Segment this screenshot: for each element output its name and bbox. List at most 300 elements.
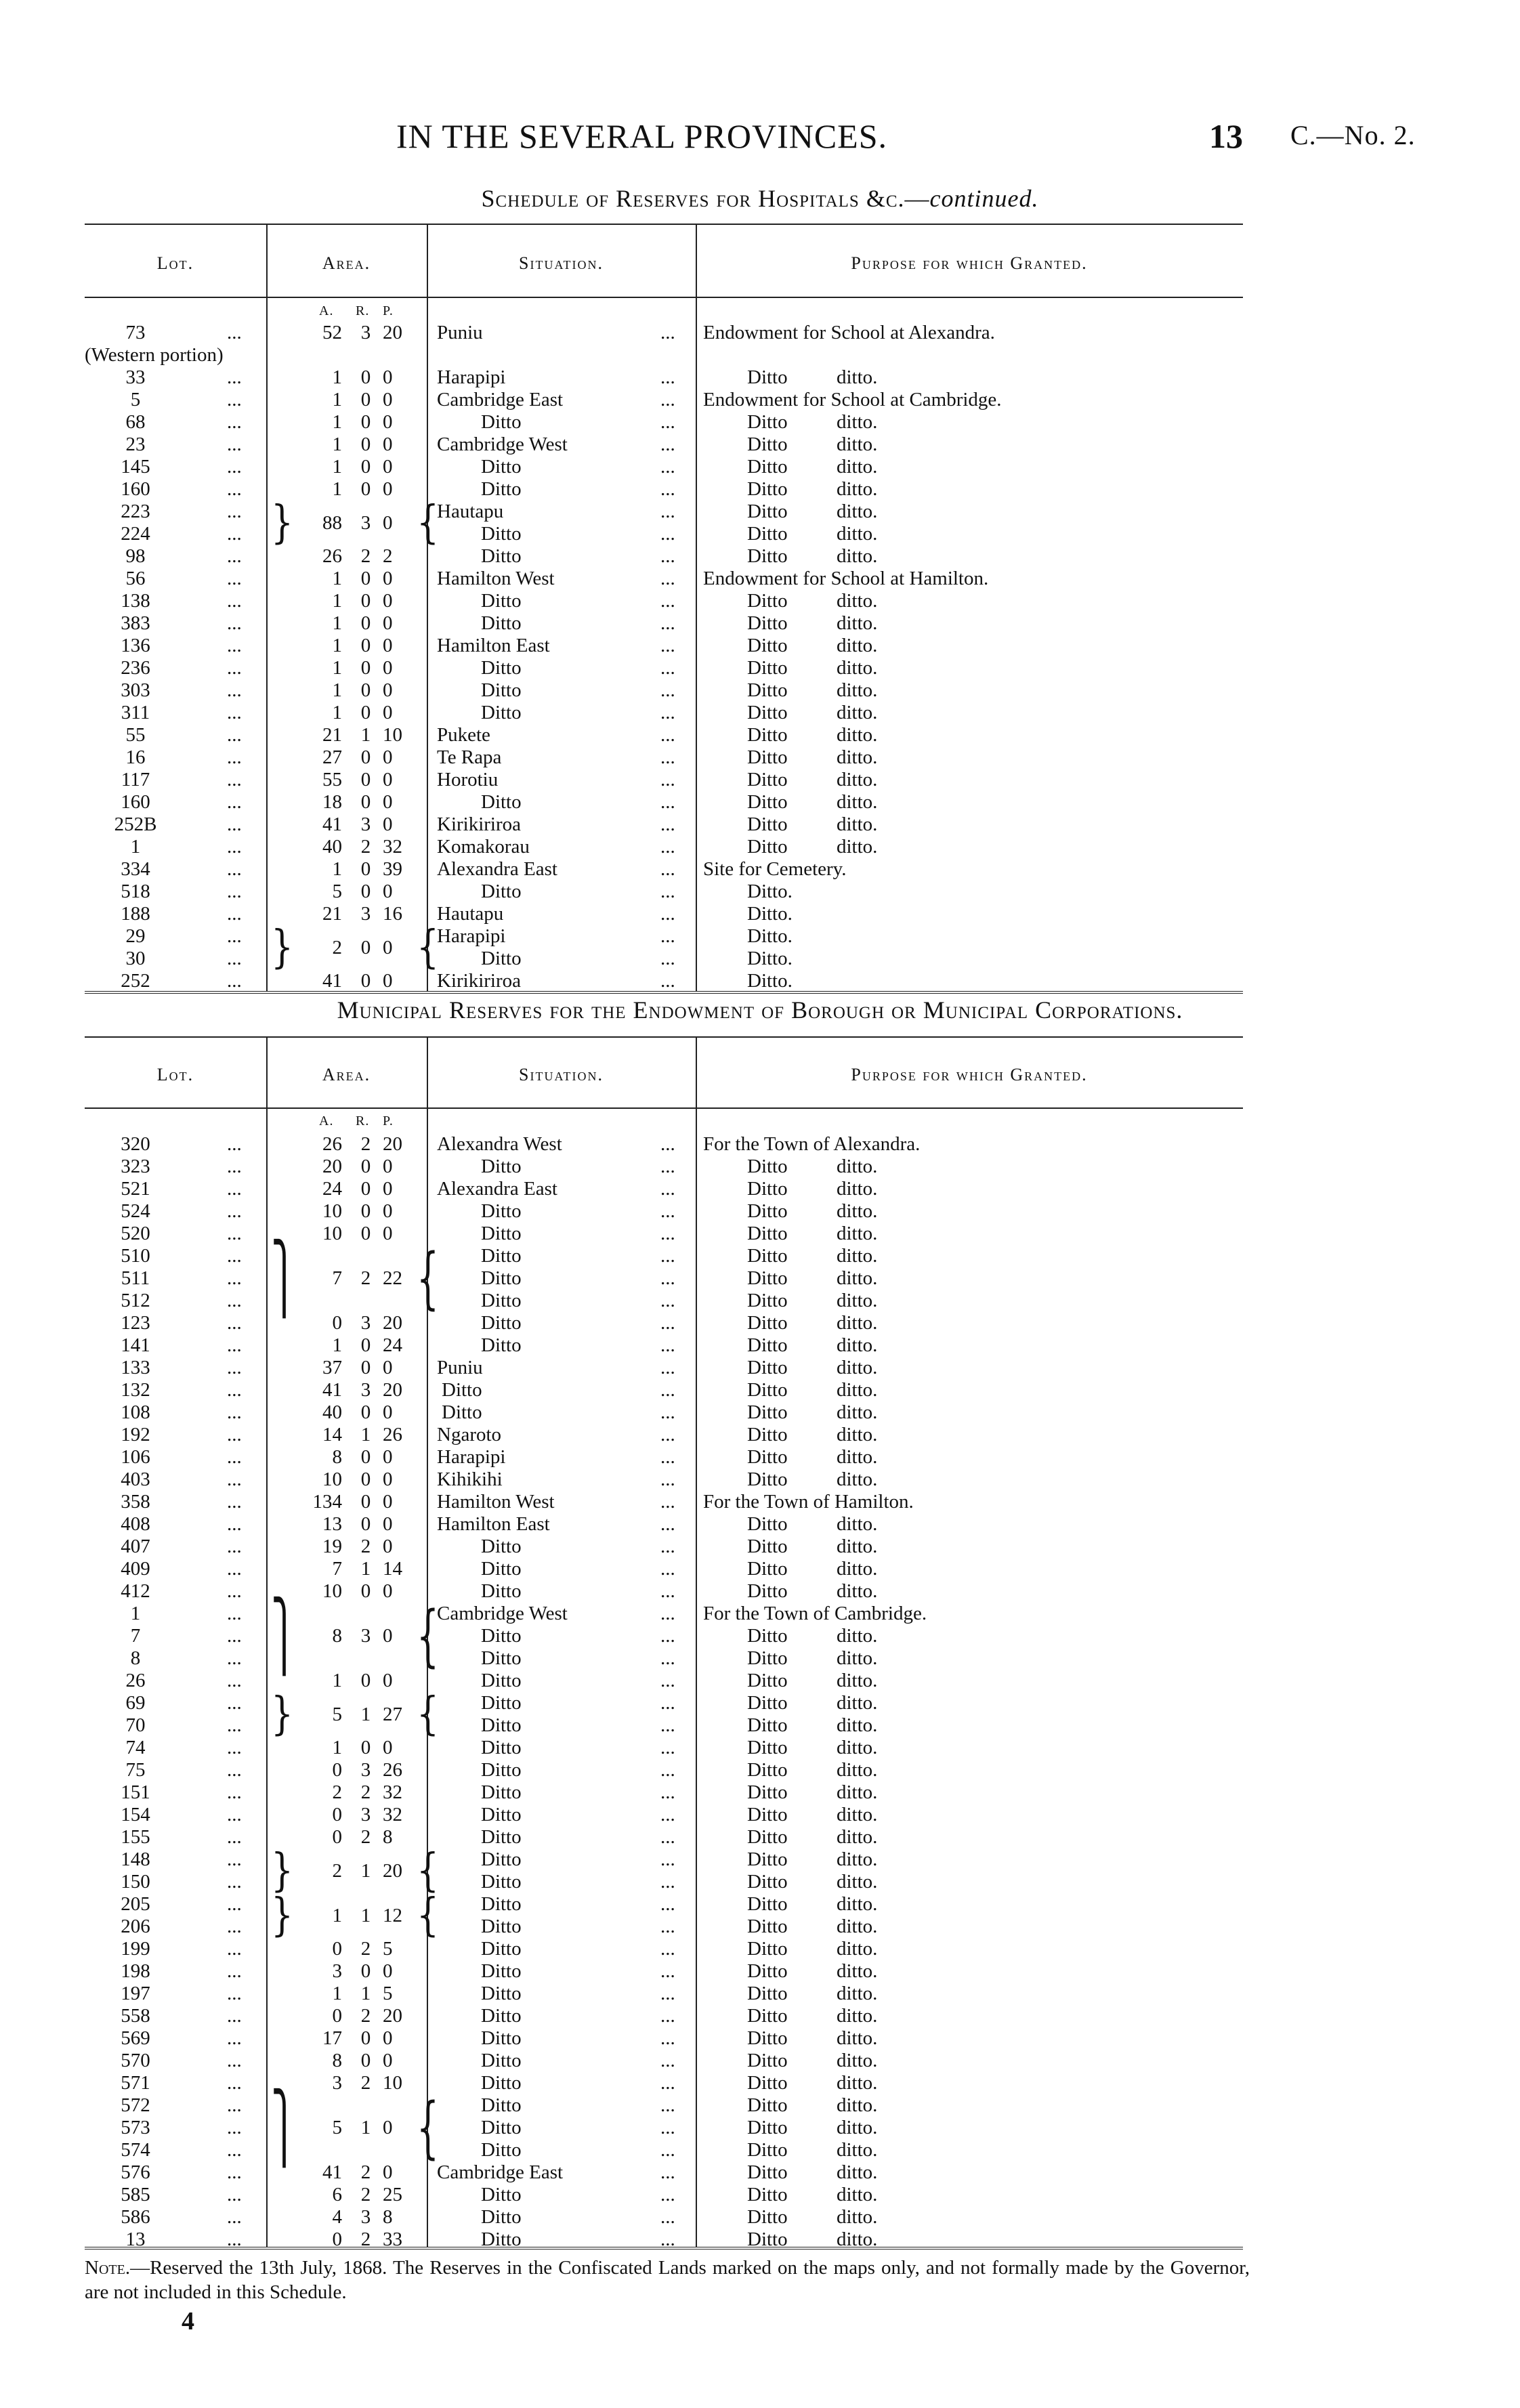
leader-dots: ... <box>227 590 242 612</box>
purpose-cell: Ditto <box>747 836 788 858</box>
area-roods: 0 <box>360 970 371 992</box>
purpose-ditto-cell: ditto. <box>837 746 878 768</box>
area-acres: 0 <box>332 1826 342 1848</box>
area-perches: 0 <box>383 970 393 992</box>
area-perches: 0 <box>383 511 393 534</box>
purpose-ditto-cell: ditto. <box>837 1849 878 1870</box>
note-text: —Reserved the 13th July, 1868. The Reserves in the Confiscated Lands marked on the maps only, and not formally made by the Governor, are not included in this Schedule. <box>85 2257 1250 2303</box>
situation-cell: Ditto <box>481 1714 522 1736</box>
area-perches: 12 <box>383 1904 402 1926</box>
area-perches: 27 <box>383 1703 402 1725</box>
situation-cell: Hamilton East <box>437 1513 550 1535</box>
situation-cell: Harapipi <box>437 925 506 947</box>
leader-dots: ... <box>660 322 675 343</box>
lot-number: 311 <box>121 702 150 723</box>
table-row <box>85 1603 1243 1625</box>
area-acres: 0 <box>332 1938 342 1960</box>
purpose-cell: Ditto <box>747 523 788 545</box>
area-roods: 0 <box>360 1513 371 1535</box>
purpose-ditto-cell: ditto. <box>837 1536 878 1557</box>
purpose-cell: Ditto <box>747 1893 788 1915</box>
area-perches: 26 <box>383 1424 402 1445</box>
leader-dots: ... <box>227 1200 242 1222</box>
area-perches: 0 <box>383 568 393 589</box>
area-acres: 26 <box>322 1133 342 1155</box>
paper-code: C.—No. 2. <box>1290 120 1416 150</box>
area-acres: 10 <box>322 1223 342 1244</box>
situation-cell: Ditto <box>481 881 522 902</box>
area-perches: 0 <box>383 590 393 612</box>
area-roods: 1 <box>360 1983 371 2004</box>
situation-cell: Harapipi <box>437 1446 506 1468</box>
purpose-cell: Ditto <box>747 612 788 634</box>
leader-dots: ... <box>660 746 675 768</box>
leader-dots: ... <box>227 1290 242 1311</box>
area-perches: 0 <box>383 434 393 455</box>
leader-dots: ... <box>660 970 675 992</box>
leader-dots: ... <box>660 2206 675 2228</box>
leader-dots: ... <box>660 1849 675 1870</box>
leader-dots: ... <box>227 1625 242 1647</box>
area-perches: 20 <box>383 1133 402 1155</box>
area-acres: 41 <box>322 814 342 835</box>
situation-cell: Ditto <box>481 1156 522 1177</box>
lot-number: 123 <box>121 1312 150 1334</box>
brace-right: { <box>417 1889 440 1942</box>
area-roods: 0 <box>360 1223 371 1244</box>
table-row <box>85 478 1243 501</box>
table-row <box>85 411 1243 434</box>
purpose-ditto-cell: ditto. <box>837 1647 878 1669</box>
area-perches: 10 <box>383 724 402 746</box>
leader-dots: ... <box>227 1580 242 1602</box>
unit-acres: A. <box>319 1114 334 1128</box>
area-acres: 2 <box>332 936 342 958</box>
unit-perches: P. <box>383 303 394 318</box>
area-perches: 0 <box>383 2050 393 2071</box>
brace-left: } <box>271 1889 294 1942</box>
situation-cell: Ditto <box>481 702 522 723</box>
leader-dots: ... <box>660 2139 675 2161</box>
purpose-ditto-cell: ditto. <box>837 1178 878 1200</box>
lot-number: 569 <box>121 2027 150 2049</box>
situation-cell: Ditto <box>481 2027 522 2049</box>
table-row <box>85 1469 1243 1491</box>
leader-dots: ... <box>227 948 242 969</box>
area-perches: 0 <box>383 679 393 701</box>
brace-left: } <box>271 1688 294 1741</box>
situation-cell: Harapipi <box>437 366 506 388</box>
purpose-ditto-cell: ditto. <box>837 1424 878 1445</box>
table-row <box>85 1491 1243 1513</box>
lot-number: 150 <box>121 1871 150 1893</box>
situation-cell: Ditto <box>481 545 522 567</box>
leader-dots: ... <box>660 1469 675 1490</box>
area-perches: 25 <box>383 2184 402 2205</box>
leader-dots: ... <box>227 1871 242 1893</box>
area-roods: 1 <box>360 1424 371 1445</box>
area-roods: 1 <box>360 1703 371 1725</box>
area-roods: 0 <box>360 746 371 768</box>
area-perches: 24 <box>383 1334 402 1356</box>
table-row <box>85 1536 1243 1558</box>
situation-cell: Ditto <box>481 1983 522 2004</box>
lot-number: 571 <box>121 2072 150 2094</box>
table-rule-top <box>85 224 1243 225</box>
area-acres: 134 <box>312 1491 342 1513</box>
table-row <box>85 858 1243 881</box>
table-row <box>85 1401 1243 1424</box>
lot-number: 198 <box>121 1960 150 1982</box>
page-title: IN THE SEVERAL PROVINCES. <box>396 117 888 155</box>
leader-dots: ... <box>227 1826 242 1848</box>
leader-dots: ... <box>660 501 675 522</box>
lot-number: 574 <box>121 2139 150 2161</box>
leader-dots: ... <box>660 1983 675 2004</box>
purpose-ditto-cell: ditto. <box>837 456 878 478</box>
leader-dots: ... <box>227 2139 242 2161</box>
table-row <box>85 1938 1243 1960</box>
situation-cell: Ditto <box>481 2229 522 2250</box>
leader-dots: ... <box>660 456 675 478</box>
leader-dots: ... <box>227 814 242 835</box>
table-row <box>85 1781 1243 1804</box>
lot-number: 148 <box>121 1849 150 1870</box>
table-row <box>85 1290 1243 1312</box>
purpose-ditto-cell: ditto. <box>837 612 878 634</box>
area-roods: 3 <box>360 814 371 835</box>
lot-number: 252 <box>121 970 150 992</box>
situation-cell: Ditto <box>481 2094 522 2116</box>
brace-left: ⎫ <box>271 1240 297 1317</box>
purpose-cell: Ditto <box>747 1826 788 1848</box>
leader-dots: ... <box>660 1446 675 1468</box>
purpose-cell: Site for Cemetery. <box>703 858 847 880</box>
table-row <box>85 2139 1243 2161</box>
purpose-cell: Ditto <box>747 1714 788 1736</box>
lot-number: 334 <box>121 858 150 880</box>
lot-number: 98 <box>125 545 146 567</box>
area-roods: 0 <box>360 1491 371 1513</box>
purpose-cell: Endowment for School at Hamilton. <box>703 568 989 589</box>
purpose-cell: For the Town of Alexandra. <box>703 1133 921 1155</box>
area-perches: 0 <box>383 1178 393 1200</box>
purpose-cell: Ditto <box>747 2229 788 2250</box>
area-roods: 2 <box>360 1781 371 1803</box>
situation-cell: Ditto <box>481 679 522 701</box>
area-acres: 1 <box>332 702 342 723</box>
area-roods: 0 <box>360 936 371 958</box>
situation-cell: Ditto <box>481 1290 522 1311</box>
purpose-ditto-cell: ditto. <box>837 2139 878 2161</box>
table-row <box>85 1446 1243 1469</box>
purpose-cell: Ditto <box>747 501 788 522</box>
area-roods: 0 <box>360 2050 371 2071</box>
area-perches: 10 <box>383 2072 402 2094</box>
grouped-area <box>85 1860 1243 1882</box>
purpose-cell: Ditto. <box>747 903 793 925</box>
purpose-ditto-cell: ditto. <box>837 1714 878 1736</box>
area-acres: 52 <box>322 322 342 343</box>
situation-cell: Ditto <box>481 1334 522 1356</box>
leader-dots: ... <box>227 1491 242 1513</box>
situation-cell: Kirikiriroa <box>437 970 522 992</box>
leader-dots: ... <box>227 411 242 433</box>
brace-right: { <box>417 1844 440 1897</box>
lot-number: 323 <box>121 1156 150 1177</box>
leader-dots: ... <box>227 1603 242 1624</box>
purpose-ditto-cell: ditto. <box>837 1446 878 1468</box>
purpose-ditto-cell: ditto. <box>837 1513 878 1535</box>
area-acres: 55 <box>322 769 342 790</box>
area-acres: 1 <box>332 1334 342 1356</box>
area-acres: 6 <box>332 2184 342 2205</box>
lot-number: 252B <box>114 814 157 835</box>
lot-number: 407 <box>121 1536 150 1557</box>
purpose-cell: Ditto <box>747 1334 788 1356</box>
table-row <box>85 1826 1243 1849</box>
purpose-cell: Ditto <box>747 1781 788 1803</box>
leader-dots: ... <box>660 1491 675 1513</box>
purpose-ditto-cell: ditto. <box>837 366 878 388</box>
lot-number: 236 <box>121 657 150 679</box>
leader-dots: ... <box>227 881 242 902</box>
area-acres: 41 <box>322 1379 342 1401</box>
table-row <box>85 2206 1243 2229</box>
leader-dots: ... <box>660 1737 675 1758</box>
purpose-ditto-cell: ditto. <box>837 769 878 790</box>
table-row <box>85 2050 1243 2072</box>
grouped-area <box>85 1625 1243 1647</box>
leader-dots: ... <box>660 1357 675 1378</box>
purpose-cell: Ditto <box>747 1267 788 1289</box>
situation-cell: Ditto <box>481 1625 522 1647</box>
leader-dots: ... <box>227 322 242 343</box>
unit-roods: R. <box>356 303 370 318</box>
purpose-cell: Ditto <box>747 746 788 768</box>
lot-number: 132 <box>121 1379 150 1401</box>
purpose-ditto-cell: ditto. <box>837 545 878 567</box>
area-acres: 40 <box>322 1401 342 1423</box>
leader-dots: ... <box>227 679 242 701</box>
purpose-ditto-cell: ditto. <box>837 1781 878 1803</box>
area-roods: 0 <box>360 1200 371 1222</box>
leader-dots: ... <box>660 2072 675 2094</box>
area-acres: 1 <box>332 1737 342 1758</box>
purpose-cell: Ditto <box>747 1983 788 2004</box>
leader-dots: ... <box>227 1424 242 1445</box>
lot-number: 303 <box>121 679 150 701</box>
area-acres: 0 <box>332 2229 342 2250</box>
leader-dots: ... <box>660 366 675 388</box>
leader-dots: ... <box>660 1558 675 1580</box>
purpose-cell: Ditto <box>747 1670 788 1691</box>
purpose-ditto-cell: ditto. <box>837 657 878 679</box>
lot-number: 205 <box>121 1893 150 1915</box>
area-roods: 3 <box>360 322 371 343</box>
brace-left: ⎫ <box>271 2089 297 2167</box>
leader-dots: ... <box>660 1603 675 1624</box>
lot-number: 510 <box>121 1245 150 1267</box>
purpose-cell: Ditto <box>747 2117 788 2138</box>
area-acres: 88 <box>322 511 342 534</box>
area-roods: 0 <box>360 1156 371 1177</box>
table-row <box>85 1200 1243 1223</box>
area-roods: 0 <box>360 434 371 455</box>
purpose-ditto-cell: ditto. <box>837 2117 878 2138</box>
area-roods: 3 <box>360 1625 371 1647</box>
table-row <box>85 1334 1243 1357</box>
leader-dots: ... <box>227 858 242 880</box>
area-perches: 20 <box>383 322 402 343</box>
table-row <box>85 456 1243 478</box>
schedule-note <box>85 2256 1250 2304</box>
lot-number: 75 <box>125 1759 146 1781</box>
purpose-cell: Ditto <box>747 1804 788 1825</box>
grouped-area <box>85 937 1243 959</box>
purpose-ditto-cell: ditto. <box>837 1916 878 1937</box>
purpose-ditto-cell: ditto. <box>837 2184 878 2205</box>
area-roods: 1 <box>360 1859 371 1882</box>
area-roods: 3 <box>360 1379 371 1401</box>
situation-cell: Ditto <box>481 2117 522 2138</box>
situation-cell: Ditto <box>481 1759 522 1781</box>
situation-cell: Ditto <box>442 1401 482 1423</box>
table-row <box>85 2184 1243 2206</box>
leader-dots: ... <box>227 1647 242 1669</box>
area-perches: 0 <box>383 1223 393 1244</box>
situation-cell: Cambridge West <box>437 434 568 455</box>
brace-left: ⎫ <box>271 1597 297 1675</box>
area-perches: 32 <box>383 836 402 858</box>
leader-dots: ... <box>227 1267 242 1289</box>
area-acres: 1 <box>332 1670 342 1691</box>
area-acres: 1 <box>332 858 342 880</box>
lot-number: 73 <box>125 322 146 343</box>
purpose-cell: Ditto <box>747 1513 788 1535</box>
leader-dots: ... <box>660 2094 675 2116</box>
leader-dots: ... <box>227 1692 242 1714</box>
situation-cell: Ditto <box>481 1536 522 1557</box>
leader-dots: ... <box>660 1938 675 1960</box>
purpose-cell: Ditto <box>747 1536 788 1557</box>
situation-cell: Ngaroto <box>437 1424 502 1445</box>
situation-cell: Pukete <box>437 724 490 746</box>
situation-cell: Kirikiriroa <box>437 814 522 835</box>
table-row <box>85 724 1243 746</box>
lot-number: 1 <box>130 836 141 858</box>
situation-cell: Ditto <box>481 1781 522 1803</box>
purpose-cell: Ditto. <box>747 881 793 902</box>
area-roods: 2 <box>360 1536 371 1557</box>
area-acres: 1 <box>332 1904 342 1926</box>
leader-dots: ... <box>660 1178 675 1200</box>
situation-cell: Ditto <box>442 1379 482 1401</box>
area-perches: 0 <box>383 1401 393 1423</box>
situation-cell: Hamilton East <box>437 635 550 656</box>
situation-cell: Alexandra East <box>437 858 557 880</box>
hospital-schedule-title-text: Schedule of Reserves for Hospitals &c.— <box>481 185 930 212</box>
leader-dots: ... <box>227 389 242 410</box>
situation-cell: Ditto <box>481 1245 522 1267</box>
leader-dots: ... <box>227 523 242 545</box>
situation-cell: Ditto <box>481 1938 522 1960</box>
purpose-ditto-cell: ditto. <box>837 1580 878 1602</box>
purpose-cell: Ditto <box>747 411 788 433</box>
leader-dots: ... <box>660 1133 675 1155</box>
purpose-cell: Endowment for School at Cambridge. <box>703 389 1002 410</box>
area-acres: 8 <box>332 2050 342 2071</box>
leader-dots: ... <box>227 456 242 478</box>
leader-dots: ... <box>227 2161 242 2183</box>
area-perches: 20 <box>383 1379 402 1401</box>
unit-acres: A. <box>319 303 334 318</box>
table-row <box>85 366 1243 389</box>
area-roods: 3 <box>360 1804 371 1825</box>
leader-dots: ... <box>227 1781 242 1803</box>
situation-cell: Hautapu <box>437 501 504 522</box>
column-header-situation: Situation. <box>519 253 604 273</box>
purpose-ditto-cell: ditto. <box>837 2072 878 2094</box>
lot-number: 573 <box>121 2117 150 2138</box>
table-row <box>85 635 1243 657</box>
area-acres: 1 <box>332 366 342 388</box>
purpose-ditto-cell: ditto. <box>837 791 878 813</box>
leader-dots: ... <box>227 1804 242 1825</box>
leader-dots: ... <box>660 2005 675 2027</box>
purpose-cell: Ditto <box>747 1446 788 1468</box>
area-perches: 26 <box>383 1759 402 1781</box>
leader-dots: ... <box>660 1580 675 1602</box>
leader-dots: ... <box>227 2184 242 2205</box>
area-acres: 41 <box>322 2161 342 2183</box>
area-perches: 20 <box>383 2005 402 2027</box>
area-perches: 0 <box>383 1357 393 1378</box>
area-acres: 1 <box>332 679 342 701</box>
leader-dots: ... <box>227 2094 242 2116</box>
purpose-ditto-cell: ditto. <box>837 1357 878 1378</box>
grouped-area <box>85 1905 1243 1927</box>
area-perches: 0 <box>383 881 393 902</box>
purpose-cell: Ditto. <box>747 970 793 992</box>
area-acres: 21 <box>322 724 342 746</box>
area-roods: 0 <box>360 612 371 634</box>
leader-dots: ... <box>227 1469 242 1490</box>
leader-dots: ... <box>227 746 242 768</box>
purpose-ditto-cell: ditto. <box>837 1334 878 1356</box>
purpose-cell: Ditto <box>747 679 788 701</box>
lot-number: 13 <box>125 2229 146 2250</box>
leader-dots: ... <box>227 769 242 790</box>
lot-number: 136 <box>121 635 150 656</box>
area-acres: 18 <box>322 791 342 813</box>
purpose-cell: Ditto <box>747 657 788 679</box>
area-perches: 0 <box>383 746 393 768</box>
area-perches: 0 <box>383 936 393 958</box>
purpose-ditto-cell: ditto. <box>837 2050 878 2071</box>
leader-dots: ... <box>227 1133 242 1155</box>
area-perches: 0 <box>383 814 393 835</box>
area-acres: 17 <box>322 2027 342 2049</box>
area-roods: 0 <box>360 1670 371 1691</box>
lot-number: 223 <box>121 501 150 522</box>
lot-number: 5 <box>130 389 141 410</box>
situation-cell: Ditto <box>481 2206 522 2228</box>
lot-number: 586 <box>121 2206 150 2228</box>
table-row <box>85 2005 1243 2027</box>
area-perches: 39 <box>383 858 402 880</box>
situation-cell: Ditto <box>481 1647 522 1669</box>
